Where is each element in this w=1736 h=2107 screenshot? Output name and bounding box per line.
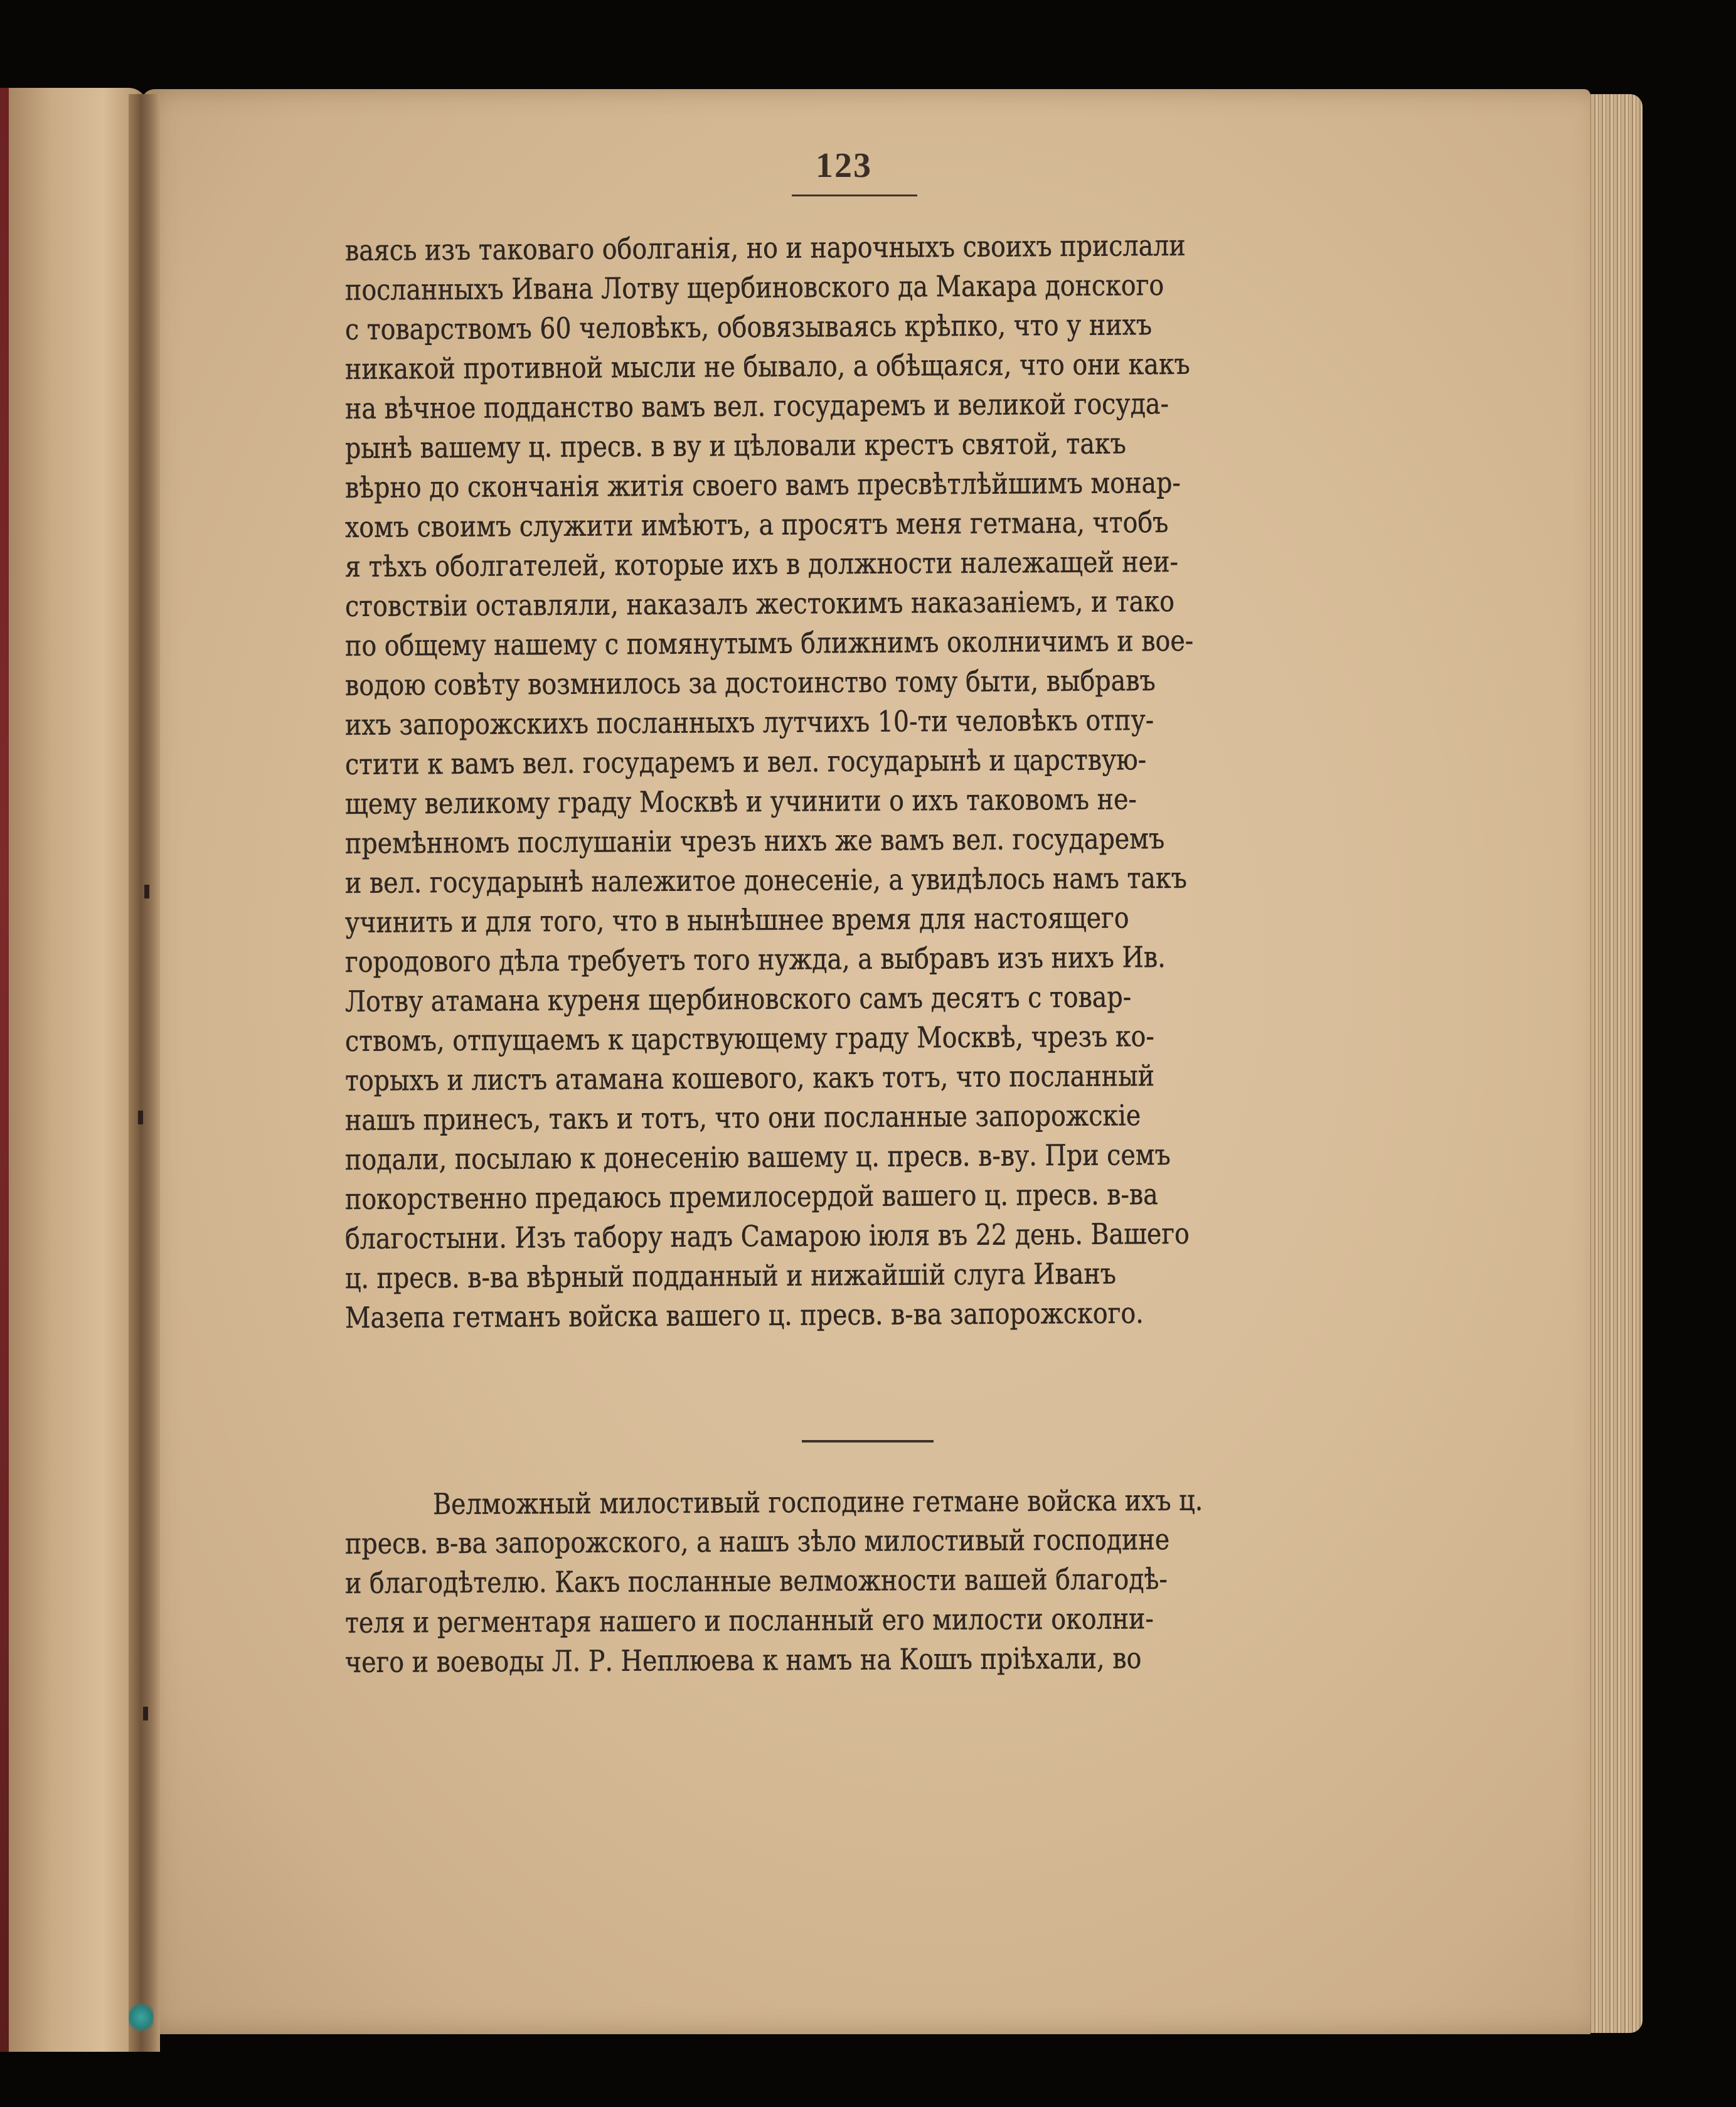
text-line: на вѣчное подданство вамъ вел. государемъ и великой госуда- bbox=[344, 386, 1169, 425]
left-facing-page bbox=[0, 88, 147, 2052]
text-line: покорственно предаюсь премилосердой вашего ц. пресв. в-ва bbox=[344, 1177, 1158, 1216]
text-line: щему великому граду Москвѣ и учинити о ихъ таковомъ не- bbox=[344, 782, 1137, 821]
text-line: с товарствомъ 60 человѣкъ, обовязываясь крѣпко, что у нихъ bbox=[344, 307, 1153, 346]
text-line: стовствіи оставляли, наказалъ жестокимъ наказаніемъ, и тако bbox=[344, 584, 1175, 623]
text-line: теля и регментаря нашего и посланный его милости околни- bbox=[344, 1601, 1154, 1640]
text-line: торыхъ и листъ атамана кошевого, какъ тотъ, что посланный bbox=[344, 1059, 1155, 1097]
text-line: нашъ принесъ, такъ и тотъ, что они посланные запорожскіе bbox=[344, 1098, 1141, 1137]
teal-stain bbox=[129, 2002, 154, 2033]
text-line: ц. пресв. в-ва вѣрный подданный и нижайшій слуга Иванъ bbox=[344, 1256, 1117, 1295]
page-number-rule bbox=[792, 195, 917, 196]
text-line: чего и воеводы Л. Р. Неплюева к намъ на Кошъ пріѣхали, во bbox=[344, 1641, 1142, 1679]
text-line: стити к вамъ вел. государемъ и вел. государынѣ и царствую- bbox=[344, 742, 1147, 781]
text-line: ваясь изъ таковаго оболганія, но и нарочныхъ своихъ прислали bbox=[344, 228, 1186, 267]
section-separator bbox=[802, 1440, 934, 1443]
text-line: по общему нашему с помянутымъ ближнимъ околничимъ и вое- bbox=[344, 623, 1194, 663]
text-line: ствомъ, отпущаемъ к царствующему граду Москвѣ, чрезъ ко- bbox=[344, 1019, 1154, 1058]
spine-gutter bbox=[129, 94, 160, 2052]
text-line: и благодѣтелю. Какъ посланные велможности вашей благодѣ- bbox=[344, 1562, 1168, 1600]
text-line: городового дѣла требуетъ того нужда, а выбравъ изъ нихъ Ив. bbox=[344, 940, 1166, 979]
text-line: Лотву атамана куреня щербиновского самъ десятъ с товар- bbox=[344, 979, 1132, 1018]
binding-thread-mark bbox=[138, 1111, 143, 1124]
text-line: хомъ своимъ служити имѣютъ, а просятъ меня гетмана, чтобъ bbox=[344, 504, 1169, 544]
left-page-red-edge bbox=[0, 88, 9, 2052]
text-line: рынѣ вашему ц. пресв. в ву и цѣловали крестъ святой, такъ bbox=[344, 426, 1126, 465]
binding-thread-mark bbox=[144, 885, 149, 899]
text-line: премѣнномъ послушаніи чрезъ нихъ же вамъ вел. государемъ bbox=[344, 821, 1165, 860]
text-line: посланныхъ Ивана Лотву щербиновского да Макара донского bbox=[344, 268, 1164, 307]
page-number: 123 bbox=[816, 146, 872, 185]
text-line: ихъ запорожскихъ посланныхъ лутчихъ 10-ти человѣкъ отпу- bbox=[344, 703, 1154, 742]
text-line: благостыни. Изъ табору надъ Самарою іюля въ 22 день. Вашего bbox=[344, 1216, 1190, 1256]
text-line: я тѣхъ оболгателей, которые ихъ в должности належащей неи- bbox=[344, 544, 1179, 584]
text-line: водою совѣту возмнилось за достоинство тому быти, выбравъ bbox=[344, 663, 1156, 702]
text-line: никакой противной мысли не бывало, а обѣщаяся, что они какъ bbox=[344, 346, 1190, 386]
binding-thread-mark bbox=[143, 1707, 148, 1720]
text-line: Мазепа гетманъ войска вашего ц. пресв. в-ва запорожского. bbox=[344, 1296, 1144, 1335]
text-line: пресв. в-ва запорожского, а нашъ зѣло милостивый господине bbox=[344, 1522, 1170, 1560]
text-line: Велможный милостивый господине гетмане войска ихъ ц. bbox=[432, 1483, 1203, 1521]
text-line: подали, посылаю к донесенію вашему ц. пресв. в-ву. При семъ bbox=[344, 1137, 1171, 1176]
text-line: учинить и для того, что в нынѣшнее время для настоящего bbox=[344, 900, 1129, 939]
text-line: вѣрно до скончанія житія своего вамъ пресвѣтлѣйшимъ монар- bbox=[344, 465, 1181, 504]
text-line: и вел. государынѣ належитое донесеніе, а увидѣлось намъ такъ bbox=[344, 860, 1187, 900]
